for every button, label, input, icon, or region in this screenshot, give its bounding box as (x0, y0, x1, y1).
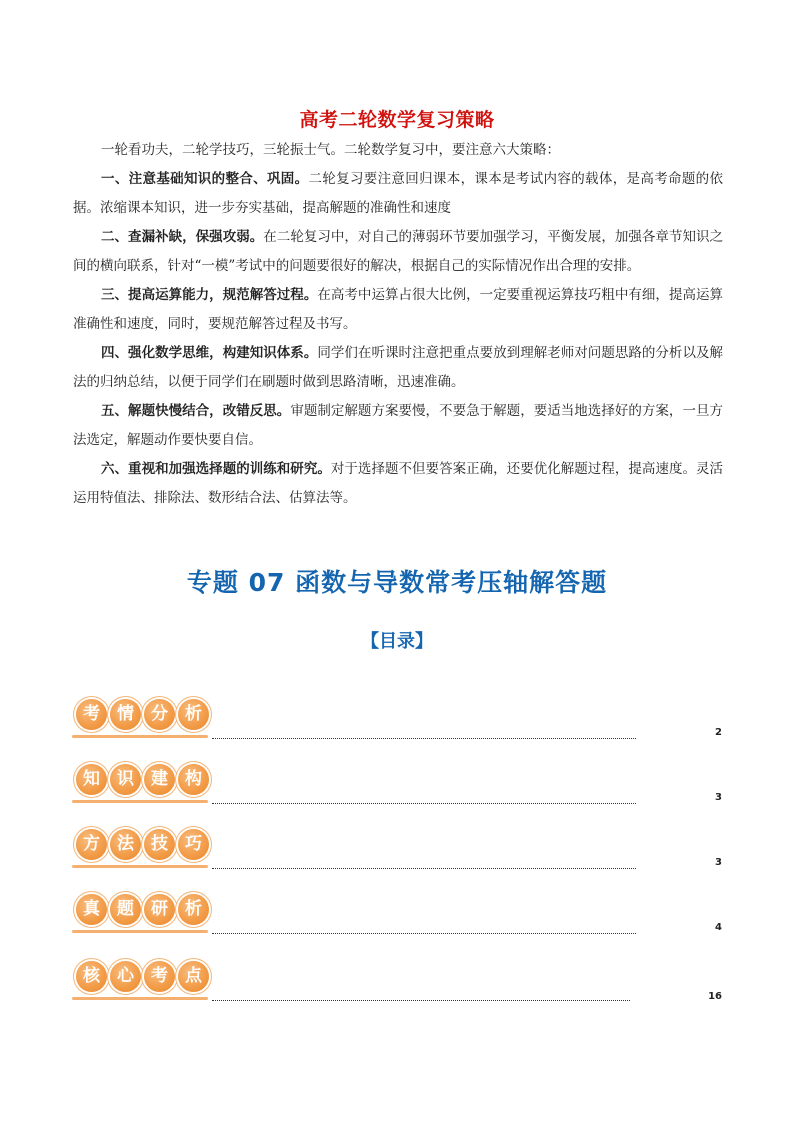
badge-char: 分 (144, 699, 175, 730)
toc-leader-dots (212, 1000, 630, 1001)
toc-page-number: 16 (708, 991, 722, 1002)
strategy-point-3: 三、提高运算能力，规范解答过程。在高考中运算占很大比例，一定要重视运算技巧粗中有细，提高运算准确性和速度，同时，要规范解答过程及书写。 (73, 287, 724, 332)
badge-char: 考 (144, 961, 175, 992)
strategy-point-2: 二、查漏补缺，保强攻弱。在二轮复习中，对自己的薄弱环节要加强学习，平衡发展，加强各章节知识之间的横向联系，针对“一模”考试中的问题要很好的解决，根据自己的实际情况作出合理的安排。 (73, 229, 724, 274)
toc-badge (72, 695, 212, 739)
toc-entry[interactable] (72, 957, 732, 1007)
badge-char: 析 (178, 894, 209, 925)
strategy-intro: 一轮看功夫，二轮学技巧，三轮振士气。二轮数学复习中，要注意六大策略： (101, 142, 560, 158)
badge-char: 知 (76, 764, 107, 795)
toc-page-number: 3 (715, 792, 722, 803)
strategy-point-6: 六、重视和加强选择题的训练和研究。对于选择题不但要答案正确，还要优化解题过程，提高速度。灵活运用特值法、排除法、数形结合法、估算法等。 (73, 461, 724, 506)
toc-entry[interactable] (72, 760, 732, 810)
toc-badge (72, 890, 212, 934)
badge-char: 点 (178, 961, 209, 992)
badge-char: 研 (144, 894, 175, 925)
toc-badge (72, 957, 212, 1001)
toc-leader-dots (212, 933, 636, 934)
badge-char: 心 (110, 961, 141, 992)
strategy-point-1: 一、注意基础知识的整合、巩固。二轮复习要注意回归课本，课本是考试内容的载体，是高考命题的依据。浓缩课本知识，进一步夯实基础，提高解题的准确性和速度 (73, 171, 724, 216)
toc-entry[interactable] (72, 825, 732, 875)
toc-badge (72, 760, 212, 804)
badge-char: 识 (110, 764, 141, 795)
toc-page-number: 3 (715, 857, 722, 868)
badge-char: 方 (76, 829, 107, 860)
badge-char: 真 (76, 894, 107, 925)
badge-underline (72, 735, 208, 738)
badge-char: 核 (76, 961, 107, 992)
toc-badge (72, 825, 212, 869)
badge-char: 题 (110, 894, 141, 925)
badge-char: 情 (110, 699, 141, 730)
badge-char: 建 (144, 764, 175, 795)
toc-page-number: 4 (715, 922, 722, 933)
badge-char: 析 (178, 699, 209, 730)
toc-leader-dots (212, 803, 636, 804)
toc-title: 【目录】 (361, 631, 433, 652)
badge-char: 考 (76, 699, 107, 730)
badge-char: 巧 (178, 829, 209, 860)
strategy-title: 高考二轮数学复习策略 (299, 109, 495, 131)
toc-leader-dots (212, 738, 636, 739)
strategy-point-4: 四、强化数学思维，构建知识体系。同学们在听课时注意把重点要放到理解老师对问题思路的分析以及解法的归纳总结，以便于同学们在刷题时做到思路清晰，迅速准确。 (73, 345, 724, 390)
badge-char: 法 (110, 829, 141, 860)
badge-underline (72, 865, 208, 868)
badge-char: 技 (144, 829, 175, 860)
toc-entry[interactable] (72, 890, 732, 940)
badge-underline (72, 800, 208, 803)
strategy-point-5: 五、解题快慢结合，改错反思。审题制定解题方案要慢，不要急于解题，要适当地选择好的方案，一旦方法选定，解题动作要快要自信。 (73, 403, 724, 448)
strategy-body (73, 136, 723, 513)
badge-char: 构 (178, 764, 209, 795)
topic-title: 专题 07 函数与导数常考压轴解答题 (186, 568, 608, 597)
badge-underline (72, 930, 208, 933)
toc-entry[interactable] (72, 695, 732, 745)
toc-leader-dots (212, 868, 636, 869)
toc-page-number: 2 (715, 727, 722, 738)
badge-underline (72, 997, 208, 1000)
